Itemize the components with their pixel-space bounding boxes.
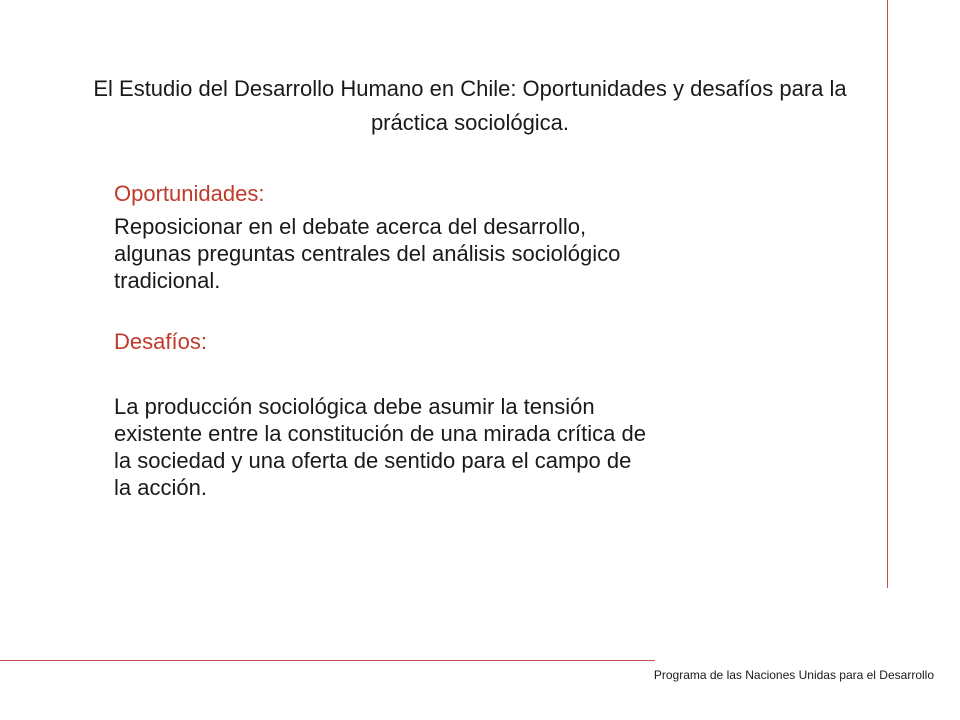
body-line: existente entre la constitución de una mirada crítica de	[114, 421, 646, 446]
body-line: tradicional.	[114, 268, 221, 293]
section-heading-desafios: Desafíos:	[114, 329, 207, 354]
slide-title: El Estudio del Desarrollo Humano en Chile: Oportunidades y desafíos para la práctica sociológica.	[93, 76, 847, 135]
body-line: la acción.	[114, 475, 207, 500]
body-line: Reposicionar en el debate acerca del desarrollo,	[114, 214, 587, 239]
section-heading-oportunidades: Oportunidades:	[114, 181, 265, 206]
body-line: algunas preguntas centrales del análisis sociológico	[114, 241, 621, 266]
body-line: La producción sociológica debe asumir la tensión	[114, 394, 595, 419]
body-line: la sociedad y una oferta de sentido para el campo de	[114, 448, 632, 473]
footer-text: Programa de las Naciones Unidas para el Desarrollo	[653, 668, 934, 682]
vertical-divider	[887, 0, 888, 588]
horizontal-divider	[0, 660, 655, 661]
section-body-oportunidades	[114, 213, 620, 294]
section-body-desafios	[114, 393, 646, 501]
